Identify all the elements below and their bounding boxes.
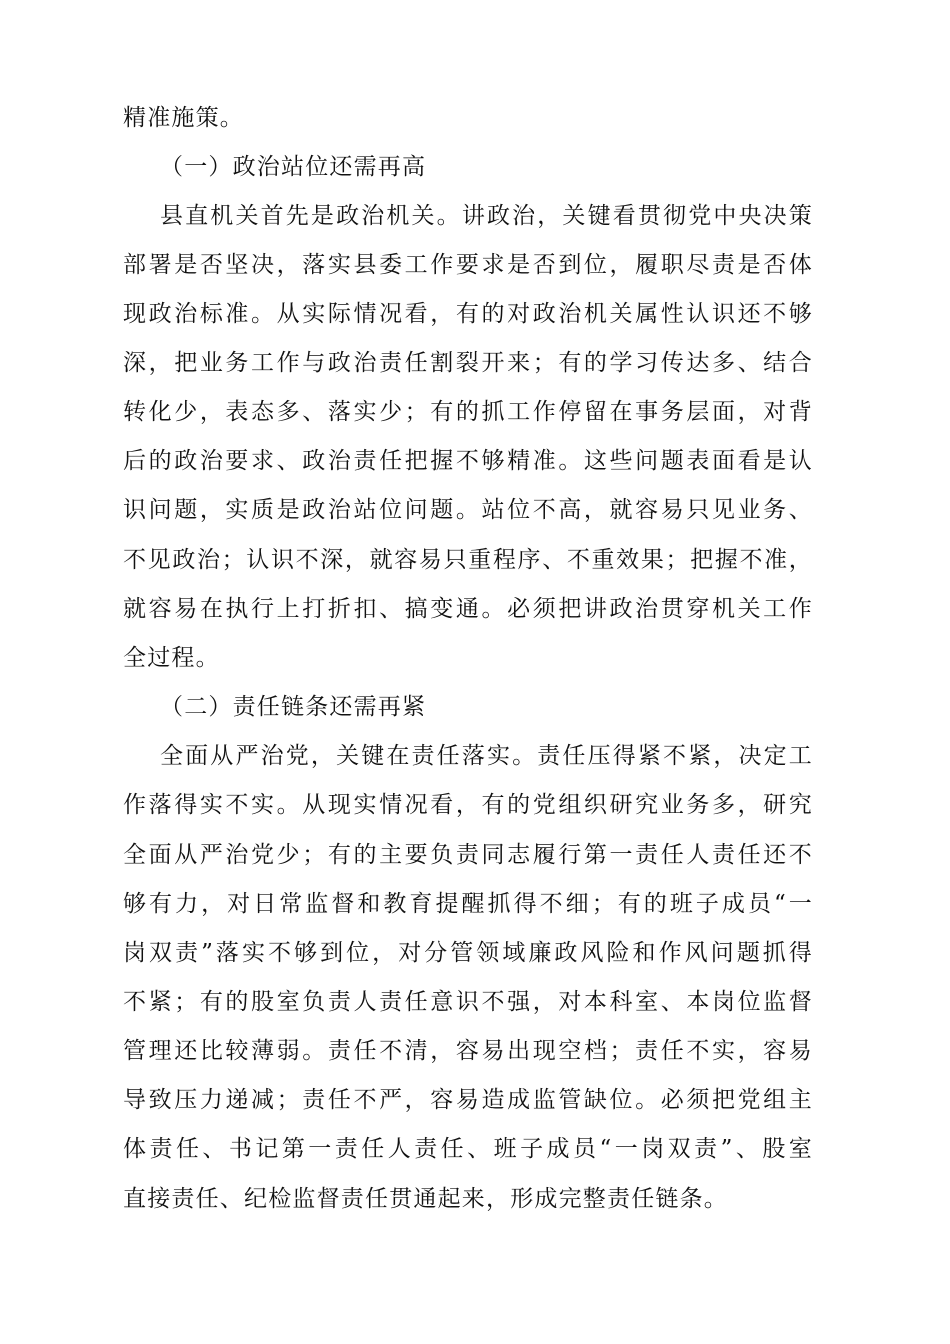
body-text-line: 不紧；有的股室负责人责任意识不强，对本科室、本岗位监督 bbox=[123, 989, 813, 1015]
body-text-line: 深，把业务工作与政治责任割裂开来；有的学习传达多、结合 bbox=[123, 350, 813, 376]
body-text-line: 转化少，表态多、落实少；有的抓工作停留在事务层面，对背 bbox=[123, 399, 813, 425]
body-text-line: 不见政治；认识不深，就容易只重程序、不重效果；把握不准， bbox=[123, 547, 813, 573]
section-heading-1: （一）政治站位还需再高 bbox=[160, 154, 427, 180]
section-heading-2: （二）责任链条还需再紧 bbox=[160, 694, 427, 720]
body-text-line: 管理还比较薄弱。责任不清，容易出现空档；责任不实，容易 bbox=[123, 1038, 813, 1064]
body-text-line: 全面从严治党，关键在责任落实。责任压得紧不紧，决定工 bbox=[160, 743, 813, 769]
body-text-line: 够有力，对日常监督和教育提醒抓得不细；有的班子成员“一 bbox=[123, 891, 813, 917]
body-text-line: 识问题，实质是政治站位问题。站位不高，就容易只见业务、 bbox=[123, 497, 813, 523]
body-text-line: 县直机关首先是政治机关。讲政治，关键看贯彻党中央决策 bbox=[160, 203, 813, 229]
body-text-line: 全面从严治党少；有的主要负责同志履行第一责任人责任还不 bbox=[123, 842, 813, 868]
body-text-line: 体责任、书记第一责任人责任、班子成员“一岗双责”、股室 bbox=[123, 1136, 813, 1162]
body-text-line: 全过程。 bbox=[123, 645, 220, 671]
paragraph-tail-line: 精准施策。 bbox=[123, 105, 244, 131]
body-text-line: 导致压力递减；责任不严，容易造成监管缺位。必须把党组主 bbox=[123, 1087, 813, 1113]
body-text-line: 部署是否坚决，落实县委工作要求是否到位，履职尽责是否体 bbox=[123, 252, 813, 278]
body-text-line: 直接责任、纪检监督责任贯通起来，形成完整责任链条。 bbox=[123, 1186, 728, 1212]
body-text-line: 岗双责”落实不够到位，对分管领域廉政风险和作风问题抓得 bbox=[123, 940, 813, 966]
body-text-line: 作落得实不实。从现实情况看，有的党组织研究业务多，研究 bbox=[123, 792, 813, 818]
body-text-line: 就容易在执行上打折扣、搞变通。必须把讲政治贯穿机关工作 bbox=[123, 596, 813, 622]
body-text-line: 后的政治要求、政治责任把握不够精准。这些问题表面看是认 bbox=[123, 448, 813, 474]
body-text-line: 现政治标准。从实际情况看，有的对政治机关属性认识还不够 bbox=[123, 301, 813, 327]
